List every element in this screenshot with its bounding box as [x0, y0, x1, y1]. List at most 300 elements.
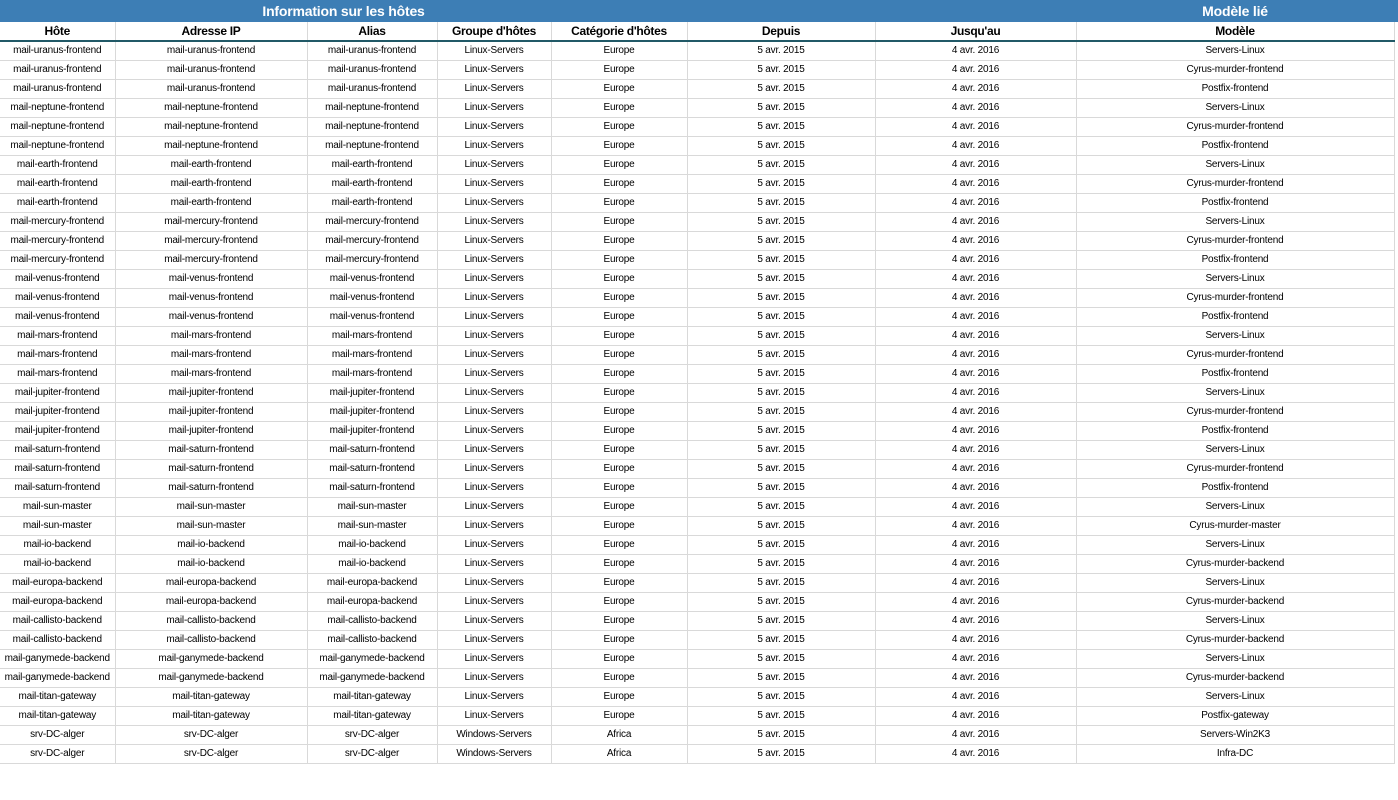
table-cell: Postfix-frontend — [1076, 250, 1394, 269]
table-cell: Cyrus-murder-frontend — [1076, 174, 1394, 193]
table-cell: mail-earth-frontend — [115, 193, 307, 212]
table-cell: mail-callisto-backend — [115, 630, 307, 649]
table-cell: mail-ganymede-backend — [307, 649, 437, 668]
table-cell: mail-uranus-frontend — [0, 79, 115, 98]
table-cell: Cyrus-murder-backend — [1076, 668, 1394, 687]
table-cell: mail-titan-gateway — [115, 687, 307, 706]
table-cell: Linux-Servers — [437, 326, 551, 345]
column-header-ip-address: Adresse IP — [115, 22, 307, 41]
table-cell: mail-neptune-frontend — [307, 136, 437, 155]
table-cell: mail-neptune-frontend — [0, 98, 115, 117]
table-row — [0, 155, 1394, 174]
table-cell: mail-venus-frontend — [307, 307, 437, 326]
table-row — [0, 193, 1394, 212]
table-cell: 5 avr. 2015 — [687, 459, 875, 478]
table-row — [0, 630, 1394, 649]
table-cell: 5 avr. 2015 — [687, 364, 875, 383]
table-cell: 4 avr. 2016 — [875, 193, 1076, 212]
table-cell: Postfix-gateway — [1076, 706, 1394, 725]
table-cell: 4 avr. 2016 — [875, 573, 1076, 592]
table-cell: 4 avr. 2016 — [875, 592, 1076, 611]
table-cell: Cyrus-murder-backend — [1076, 554, 1394, 573]
table-cell: mail-neptune-frontend — [115, 98, 307, 117]
table-cell: Servers-Linux — [1076, 155, 1394, 174]
table-row — [0, 649, 1394, 668]
table-cell: Postfix-frontend — [1076, 79, 1394, 98]
table-cell: Linux-Servers — [437, 630, 551, 649]
table-cell: mail-titan-gateway — [115, 706, 307, 725]
table-cell: Postfix-frontend — [1076, 307, 1394, 326]
table-cell: Servers-Linux — [1076, 611, 1394, 630]
table-cell: mail-sun-master — [0, 516, 115, 535]
table-cell: Cyrus-murder-frontend — [1076, 402, 1394, 421]
table-cell: Europe — [551, 250, 687, 269]
table-cell: Africa — [551, 744, 687, 763]
table-cell: 5 avr. 2015 — [687, 554, 875, 573]
table-cell: 4 avr. 2016 — [875, 744, 1076, 763]
table-cell: mail-ganymede-backend — [0, 668, 115, 687]
table-cell: mail-mercury-frontend — [307, 212, 437, 231]
table-cell: Linux-Servers — [437, 79, 551, 98]
table-cell: mail-earth-frontend — [0, 155, 115, 174]
table-cell: mail-venus-frontend — [115, 269, 307, 288]
table-cell: 5 avr. 2015 — [687, 117, 875, 136]
table-cell: 4 avr. 2016 — [875, 174, 1076, 193]
table-cell: Servers-Linux — [1076, 573, 1394, 592]
table-cell: Windows-Servers — [437, 725, 551, 744]
table-cell: mail-venus-frontend — [0, 307, 115, 326]
table-cell: Linux-Servers — [437, 421, 551, 440]
table-cell: Linux-Servers — [437, 383, 551, 402]
table-cell: Europe — [551, 136, 687, 155]
table-cell: 5 avr. 2015 — [687, 744, 875, 763]
table-cell: mail-mercury-frontend — [115, 212, 307, 231]
table-cell: mail-mars-frontend — [115, 326, 307, 345]
table-cell: mail-venus-frontend — [307, 269, 437, 288]
table-row — [0, 668, 1394, 687]
table-row — [0, 60, 1394, 79]
table-cell: mail-neptune-frontend — [115, 136, 307, 155]
table-row — [0, 592, 1394, 611]
table-cell: 5 avr. 2015 — [687, 193, 875, 212]
table-cell: mail-sun-master — [0, 497, 115, 516]
table-cell: mail-mars-frontend — [0, 326, 115, 345]
table-row — [0, 725, 1394, 744]
table-row — [0, 573, 1394, 592]
table-cell: 4 avr. 2016 — [875, 79, 1076, 98]
table-row — [0, 307, 1394, 326]
table-cell: Linux-Servers — [437, 687, 551, 706]
table-cell: mail-ganymede-backend — [115, 649, 307, 668]
table-cell: 4 avr. 2016 — [875, 706, 1076, 725]
table-cell: mail-earth-frontend — [307, 155, 437, 174]
table-cell: mail-mars-frontend — [0, 345, 115, 364]
table-cell: Europe — [551, 592, 687, 611]
table-cell: Cyrus-murder-master — [1076, 516, 1394, 535]
table-cell: 5 avr. 2015 — [687, 79, 875, 98]
table-cell: 5 avr. 2015 — [687, 706, 875, 725]
table-cell: mail-jupiter-frontend — [0, 421, 115, 440]
table-cell: mail-titan-gateway — [307, 706, 437, 725]
table-cell: 4 avr. 2016 — [875, 136, 1076, 155]
hosts-table — [0, 22, 1395, 764]
table-cell: mail-europa-backend — [115, 592, 307, 611]
table-cell: mail-callisto-backend — [0, 611, 115, 630]
table-cell: mail-io-backend — [0, 535, 115, 554]
table-cell: 5 avr. 2015 — [687, 345, 875, 364]
table-cell: Europe — [551, 687, 687, 706]
column-header-model: Modèle — [1076, 22, 1394, 41]
table-cell: Linux-Servers — [437, 611, 551, 630]
table-cell: Servers-Linux — [1076, 41, 1394, 60]
table-cell: mail-titan-gateway — [307, 687, 437, 706]
table-cell: mail-mercury-frontend — [0, 231, 115, 250]
table-cell: mail-ganymede-backend — [0, 649, 115, 668]
table-cell: 4 avr. 2016 — [875, 98, 1076, 117]
table-cell: 5 avr. 2015 — [687, 592, 875, 611]
table-cell: mail-uranus-frontend — [115, 79, 307, 98]
table-cell: mail-earth-frontend — [115, 155, 307, 174]
table-cell: Europe — [551, 98, 687, 117]
table-cell: Linux-Servers — [437, 592, 551, 611]
table-cell: 5 avr. 2015 — [687, 60, 875, 79]
table-cell: srv-DC-alger — [0, 744, 115, 763]
table-cell: 4 avr. 2016 — [875, 307, 1076, 326]
table-cell: mail-uranus-frontend — [307, 41, 437, 60]
table-cell: Europe — [551, 364, 687, 383]
table-cell: Servers-Linux — [1076, 383, 1394, 402]
table-cell: 5 avr. 2015 — [687, 250, 875, 269]
table-cell: Europe — [551, 307, 687, 326]
table-cell: mail-mercury-frontend — [0, 250, 115, 269]
table-cell: 5 avr. 2015 — [687, 155, 875, 174]
table-cell: Cyrus-murder-frontend — [1076, 459, 1394, 478]
table-cell: mail-jupiter-frontend — [115, 383, 307, 402]
table-cell: 5 avr. 2015 — [687, 535, 875, 554]
table-cell: Linux-Servers — [437, 174, 551, 193]
linked-model-title: Modèle lié — [1202, 3, 1268, 19]
table-cell: Linux-Servers — [437, 649, 551, 668]
table-cell: 4 avr. 2016 — [875, 345, 1076, 364]
table-cell: Linux-Servers — [437, 364, 551, 383]
table-cell: 5 avr. 2015 — [687, 478, 875, 497]
table-cell: Cyrus-murder-backend — [1076, 630, 1394, 649]
table-cell: mail-mercury-frontend — [0, 212, 115, 231]
table-cell: mail-io-backend — [115, 554, 307, 573]
table-cell: 4 avr. 2016 — [875, 117, 1076, 136]
table-cell: Linux-Servers — [437, 554, 551, 573]
table-cell: Europe — [551, 497, 687, 516]
table-cell: Linux-Servers — [437, 516, 551, 535]
table-cell: Linux-Servers — [437, 212, 551, 231]
table-row — [0, 497, 1394, 516]
table-cell: 5 avr. 2015 — [687, 687, 875, 706]
table-cell: mail-venus-frontend — [115, 288, 307, 307]
table-cell: Linux-Servers — [437, 231, 551, 250]
table-row — [0, 687, 1394, 706]
table-cell: Europe — [551, 326, 687, 345]
table-cell: Linux-Servers — [437, 98, 551, 117]
table-cell: mail-jupiter-frontend — [115, 421, 307, 440]
table-cell: mail-mercury-frontend — [307, 231, 437, 250]
table-cell: Cyrus-murder-frontend — [1076, 117, 1394, 136]
table-cell: mail-mars-frontend — [307, 326, 437, 345]
table-row — [0, 117, 1394, 136]
table-row — [0, 98, 1394, 117]
table-row — [0, 440, 1394, 459]
table-cell: mail-io-backend — [115, 535, 307, 554]
table-cell: 5 avr. 2015 — [687, 41, 875, 60]
table-cell: Europe — [551, 288, 687, 307]
table-cell: mail-europa-backend — [0, 573, 115, 592]
table-cell: 4 avr. 2016 — [875, 649, 1076, 668]
table-row — [0, 421, 1394, 440]
table-cell: 4 avr. 2016 — [875, 535, 1076, 554]
table-cell: mail-callisto-backend — [115, 611, 307, 630]
table-cell: Europe — [551, 345, 687, 364]
table-cell: 4 avr. 2016 — [875, 326, 1076, 345]
table-cell: 5 avr. 2015 — [687, 630, 875, 649]
table-cell: mail-neptune-frontend — [0, 136, 115, 155]
table-cell: 5 avr. 2015 — [687, 174, 875, 193]
hosts-information-title: Information sur les hôtes — [262, 3, 425, 19]
table-cell: mail-neptune-frontend — [0, 117, 115, 136]
report-title-bar — [0, 0, 1398, 22]
table-cell: 5 avr. 2015 — [687, 307, 875, 326]
table-cell: Europe — [551, 174, 687, 193]
table-cell: 5 avr. 2015 — [687, 402, 875, 421]
table-cell: mail-jupiter-frontend — [307, 402, 437, 421]
table-cell: 4 avr. 2016 — [875, 497, 1076, 516]
table-cell: Europe — [551, 668, 687, 687]
table-cell: Europe — [551, 383, 687, 402]
table-cell: mail-ganymede-backend — [115, 668, 307, 687]
table-cell: mail-uranus-frontend — [307, 60, 437, 79]
table-cell: 4 avr. 2016 — [875, 516, 1076, 535]
table-cell: mail-saturn-frontend — [307, 440, 437, 459]
table-row — [0, 79, 1394, 98]
table-cell: Linux-Servers — [437, 60, 551, 79]
table-cell: mail-io-backend — [307, 535, 437, 554]
table-cell: 4 avr. 2016 — [875, 630, 1076, 649]
table-cell: Linux-Servers — [437, 117, 551, 136]
table-cell: srv-DC-alger — [0, 725, 115, 744]
table-row — [0, 554, 1394, 573]
table-cell: mail-neptune-frontend — [307, 117, 437, 136]
table-cell: 5 avr. 2015 — [687, 516, 875, 535]
table-cell: mail-saturn-frontend — [0, 440, 115, 459]
table-cell: mail-saturn-frontend — [0, 459, 115, 478]
table-row — [0, 174, 1394, 193]
table-cell: 5 avr. 2015 — [687, 421, 875, 440]
table-cell: 4 avr. 2016 — [875, 364, 1076, 383]
table-cell: Servers-Linux — [1076, 497, 1394, 516]
table-cell: Cyrus-murder-frontend — [1076, 345, 1394, 364]
table-cell: mail-saturn-frontend — [115, 459, 307, 478]
table-cell: Linux-Servers — [437, 706, 551, 725]
table-row — [0, 516, 1394, 535]
table-cell: mail-saturn-frontend — [307, 459, 437, 478]
table-cell: Linux-Servers — [437, 193, 551, 212]
table-row — [0, 345, 1394, 364]
table-cell: mail-mars-frontend — [307, 364, 437, 383]
table-cell: mail-saturn-frontend — [307, 478, 437, 497]
table-cell: mail-sun-master — [115, 516, 307, 535]
table-row — [0, 383, 1394, 402]
table-cell: Cyrus-murder-frontend — [1076, 231, 1394, 250]
table-cell: Europe — [551, 193, 687, 212]
table-cell: mail-uranus-frontend — [115, 60, 307, 79]
table-cell: 5 avr. 2015 — [687, 611, 875, 630]
table-row — [0, 459, 1394, 478]
table-cell: mail-jupiter-frontend — [0, 383, 115, 402]
column-header-alias: Alias — [307, 22, 437, 41]
table-cell: mail-mars-frontend — [307, 345, 437, 364]
table-cell: Linux-Servers — [437, 136, 551, 155]
table-cell: mail-venus-frontend — [115, 307, 307, 326]
table-cell: Linux-Servers — [437, 155, 551, 174]
table-cell: Europe — [551, 706, 687, 725]
column-header-host: Hôte — [0, 22, 115, 41]
hosts-table-body — [0, 41, 1394, 763]
table-cell: Servers-Linux — [1076, 440, 1394, 459]
table-cell: Linux-Servers — [437, 440, 551, 459]
table-cell: 4 avr. 2016 — [875, 231, 1076, 250]
table-row — [0, 326, 1394, 345]
table-cell: mail-neptune-frontend — [307, 98, 437, 117]
table-cell: mail-mars-frontend — [115, 364, 307, 383]
table-cell: mail-callisto-backend — [307, 611, 437, 630]
table-cell: Europe — [551, 649, 687, 668]
table-cell: mail-uranus-frontend — [115, 41, 307, 60]
table-cell: 4 avr. 2016 — [875, 478, 1076, 497]
table-cell: Servers-Linux — [1076, 535, 1394, 554]
table-cell: 4 avr. 2016 — [875, 269, 1076, 288]
table-cell: Servers-Win2K3 — [1076, 725, 1394, 744]
table-cell: 5 avr. 2015 — [687, 383, 875, 402]
table-cell: Europe — [551, 402, 687, 421]
table-cell: 4 avr. 2016 — [875, 725, 1076, 744]
table-cell: mail-io-backend — [0, 554, 115, 573]
table-cell: Postfix-frontend — [1076, 478, 1394, 497]
table-cell: Europe — [551, 155, 687, 174]
table-cell: 4 avr. 2016 — [875, 60, 1076, 79]
table-row — [0, 288, 1394, 307]
table-cell: 5 avr. 2015 — [687, 573, 875, 592]
table-row — [0, 212, 1394, 231]
table-cell: mail-callisto-backend — [0, 630, 115, 649]
table-cell: mail-europa-backend — [307, 592, 437, 611]
table-cell: Servers-Linux — [1076, 687, 1394, 706]
table-row — [0, 250, 1394, 269]
table-cell: mail-jupiter-frontend — [307, 383, 437, 402]
table-cell: mail-venus-frontend — [307, 288, 437, 307]
table-cell: Servers-Linux — [1076, 649, 1394, 668]
table-cell: Linux-Servers — [437, 497, 551, 516]
table-cell: 4 avr. 2016 — [875, 687, 1076, 706]
table-cell: mail-titan-gateway — [0, 687, 115, 706]
table-cell: mail-earth-frontend — [0, 193, 115, 212]
column-header-host-category: Catégorie d'hôtes — [551, 22, 687, 41]
table-cell: Linux-Servers — [437, 478, 551, 497]
table-cell: Europe — [551, 478, 687, 497]
table-row — [0, 269, 1394, 288]
table-row — [0, 41, 1394, 60]
table-cell: 4 avr. 2016 — [875, 155, 1076, 174]
table-cell: 5 avr. 2015 — [687, 649, 875, 668]
table-cell: Europe — [551, 79, 687, 98]
table-row — [0, 136, 1394, 155]
table-cell: 5 avr. 2015 — [687, 98, 875, 117]
table-cell: mail-europa-backend — [0, 592, 115, 611]
table-cell: Europe — [551, 60, 687, 79]
table-cell: 4 avr. 2016 — [875, 212, 1076, 231]
table-cell: 5 avr. 2015 — [687, 269, 875, 288]
table-cell: 4 avr. 2016 — [875, 383, 1076, 402]
table-cell: 5 avr. 2015 — [687, 668, 875, 687]
table-cell: Linux-Servers — [437, 535, 551, 554]
table-cell: Postfix-frontend — [1076, 136, 1394, 155]
table-cell: srv-DC-alger — [115, 725, 307, 744]
table-row — [0, 611, 1394, 630]
table-cell: Linux-Servers — [437, 459, 551, 478]
table-cell: mail-uranus-frontend — [0, 60, 115, 79]
table-cell: Europe — [551, 516, 687, 535]
table-cell: mail-mercury-frontend — [115, 250, 307, 269]
table-cell: mail-uranus-frontend — [0, 41, 115, 60]
table-cell: Europe — [551, 440, 687, 459]
table-cell: mail-ganymede-backend — [307, 668, 437, 687]
table-cell: Europe — [551, 41, 687, 60]
table-cell: mail-titan-gateway — [0, 706, 115, 725]
column-header-row — [0, 22, 1394, 41]
table-cell: Europe — [551, 459, 687, 478]
table-cell: mail-mars-frontend — [115, 345, 307, 364]
table-cell: Linux-Servers — [437, 250, 551, 269]
table-cell: Servers-Linux — [1076, 98, 1394, 117]
table-cell: 5 avr. 2015 — [687, 212, 875, 231]
table-cell: Cyrus-murder-backend — [1076, 592, 1394, 611]
table-cell: 4 avr. 2016 — [875, 668, 1076, 687]
table-cell: mail-saturn-frontend — [0, 478, 115, 497]
column-header-until: Jusqu'au — [875, 22, 1076, 41]
table-cell: mail-saturn-frontend — [115, 440, 307, 459]
table-cell: mail-venus-frontend — [0, 288, 115, 307]
table-cell: Europe — [551, 212, 687, 231]
column-header-host-group: Groupe d'hôtes — [437, 22, 551, 41]
table-cell: Cyrus-murder-frontend — [1076, 288, 1394, 307]
table-cell: mail-venus-frontend — [0, 269, 115, 288]
table-row — [0, 364, 1394, 383]
table-cell: 5 avr. 2015 — [687, 725, 875, 744]
table-cell: mail-earth-frontend — [0, 174, 115, 193]
table-cell: mail-saturn-frontend — [115, 478, 307, 497]
table-cell: mail-mercury-frontend — [307, 250, 437, 269]
column-header-since: Depuis — [687, 22, 875, 41]
table-cell: 4 avr. 2016 — [875, 402, 1076, 421]
table-cell: Linux-Servers — [437, 345, 551, 364]
table-cell: mail-sun-master — [115, 497, 307, 516]
table-cell: 4 avr. 2016 — [875, 250, 1076, 269]
table-cell: 4 avr. 2016 — [875, 459, 1076, 478]
table-cell: Postfix-frontend — [1076, 364, 1394, 383]
table-cell: mail-jupiter-frontend — [0, 402, 115, 421]
table-cell: Europe — [551, 554, 687, 573]
table-cell: Windows-Servers — [437, 744, 551, 763]
table-row — [0, 744, 1394, 763]
table-cell: 4 avr. 2016 — [875, 554, 1076, 573]
table-cell: mail-earth-frontend — [307, 174, 437, 193]
